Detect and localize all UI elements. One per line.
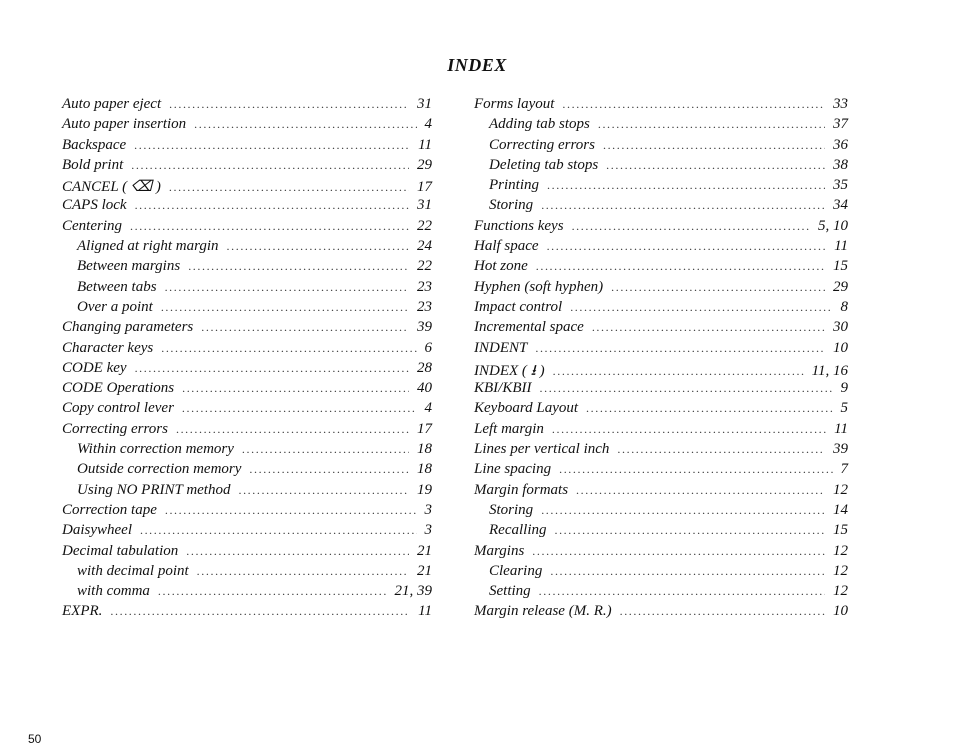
index-entry bbox=[474, 258, 848, 278]
index-entry bbox=[62, 522, 432, 542]
index-subentry bbox=[474, 522, 848, 542]
index-entry bbox=[62, 177, 432, 197]
index-page-ref: 11 bbox=[418, 136, 432, 153]
index-term: with decimal point bbox=[77, 562, 189, 579]
index-subentry bbox=[62, 238, 432, 258]
index-page-ref: 17 bbox=[417, 420, 432, 437]
index-term: Margins bbox=[474, 542, 525, 559]
index-term: Forms layout bbox=[474, 96, 555, 112]
dot-leader bbox=[576, 483, 825, 498]
dot-leader bbox=[140, 523, 417, 538]
index-term: Correcting errors bbox=[489, 136, 595, 153]
index-term: Margin release (M. R.) bbox=[474, 603, 612, 620]
index-page-ref: 11 bbox=[834, 420, 848, 437]
index-term: Auto paper insertion bbox=[62, 116, 187, 133]
index-entry bbox=[62, 137, 432, 157]
index-term: Decimal tabulation bbox=[62, 542, 179, 559]
dot-leader bbox=[592, 320, 825, 335]
dot-leader bbox=[249, 462, 409, 477]
dot-leader bbox=[169, 180, 409, 195]
index-entry bbox=[62, 502, 432, 522]
index-subentry bbox=[474, 137, 848, 157]
dot-leader bbox=[539, 584, 825, 599]
index-page-ref: 18 bbox=[417, 461, 432, 478]
index-page-ref: 14 bbox=[833, 501, 848, 518]
dot-leader bbox=[158, 584, 387, 599]
index-page-ref: 22 bbox=[417, 258, 432, 275]
dot-leader bbox=[176, 422, 409, 437]
index-page-ref: 12 bbox=[833, 481, 848, 498]
index-page-ref: 35 bbox=[833, 177, 848, 194]
index-term: Hot zone bbox=[474, 258, 528, 275]
index-term: Auto paper eject bbox=[62, 96, 162, 112]
index-term: Impact control bbox=[474, 298, 563, 315]
index-term: Backspace bbox=[62, 136, 127, 153]
index-term: Over a point bbox=[77, 298, 153, 315]
index-entry bbox=[474, 360, 848, 380]
index-subentry bbox=[474, 157, 848, 177]
dot-leader bbox=[553, 364, 804, 379]
index-page-ref: 29 bbox=[417, 156, 432, 173]
index-subentry bbox=[62, 279, 432, 299]
index-entry bbox=[474, 238, 848, 258]
dot-leader bbox=[547, 178, 825, 193]
index-entry bbox=[474, 461, 848, 481]
index-term: Deleting tab stops bbox=[489, 156, 599, 173]
index-page-ref: 4 bbox=[424, 116, 432, 133]
index-page-ref: 10 bbox=[833, 339, 848, 356]
dot-leader bbox=[541, 503, 825, 518]
index-term: CODE key bbox=[62, 359, 127, 376]
index-term: CANCEL ( ⌫ ) bbox=[62, 179, 161, 196]
index-page-ref: 11 bbox=[834, 238, 848, 255]
index-page-ref: 3 bbox=[424, 522, 432, 539]
dot-leader bbox=[535, 341, 825, 356]
index-page-ref: 34 bbox=[833, 197, 848, 214]
index-page-ref: 39 bbox=[833, 441, 848, 458]
dot-leader bbox=[570, 300, 832, 315]
dot-leader bbox=[617, 442, 825, 457]
dot-leader bbox=[182, 381, 409, 396]
index-page-ref: 17 bbox=[417, 179, 432, 196]
index-term: Adding tab stops bbox=[489, 116, 590, 133]
index-entry bbox=[474, 340, 848, 360]
index-entry bbox=[62, 116, 432, 136]
index-entry bbox=[474, 380, 848, 400]
index-page-ref: 6 bbox=[424, 339, 432, 356]
dot-leader bbox=[603, 138, 825, 153]
index-entry bbox=[62, 360, 432, 380]
index-page-ref: 3 bbox=[424, 501, 432, 518]
dot-leader bbox=[620, 604, 825, 619]
dot-leader bbox=[611, 280, 825, 295]
index-page-ref: 7 bbox=[840, 461, 848, 478]
dot-leader bbox=[586, 401, 832, 416]
index-entry bbox=[62, 400, 432, 420]
index-page-ref: 18 bbox=[417, 441, 432, 458]
index-page-ref: 5, 10 bbox=[818, 217, 848, 234]
index-term: with comma bbox=[77, 583, 150, 600]
index-page-ref: 29 bbox=[833, 278, 848, 295]
dot-leader bbox=[606, 158, 825, 173]
index-subentry bbox=[474, 116, 848, 136]
dot-leader bbox=[135, 198, 409, 213]
dot-leader bbox=[540, 381, 833, 396]
index-term: Storing bbox=[489, 197, 534, 214]
index-page-ref: 39 bbox=[417, 319, 432, 336]
index-term: CAPS lock bbox=[62, 197, 127, 214]
index-page-ref: 5 bbox=[840, 400, 848, 417]
index-entry bbox=[62, 340, 432, 360]
index-term: Copy control lever bbox=[62, 400, 174, 417]
index-page-ref: 9 bbox=[840, 380, 848, 397]
index-page-ref: 15 bbox=[833, 258, 848, 275]
index-term: Centering bbox=[62, 217, 122, 234]
index-term: Functions keys bbox=[474, 217, 564, 234]
index-page-ref: 4 bbox=[424, 400, 432, 417]
dot-leader bbox=[188, 259, 409, 274]
index-term: Between tabs bbox=[77, 278, 157, 295]
dot-leader bbox=[541, 198, 825, 213]
dot-leader bbox=[197, 564, 409, 579]
index-term: INDEX ( ⭳ ) bbox=[474, 362, 545, 379]
dot-leader bbox=[165, 280, 409, 295]
index-subentry bbox=[62, 482, 432, 502]
index-entry bbox=[62, 157, 432, 177]
index-entry bbox=[474, 482, 848, 502]
index-term: CODE Operations bbox=[62, 380, 175, 397]
index-page-ref: 31 bbox=[417, 96, 432, 112]
index-page-ref: 33 bbox=[833, 96, 848, 112]
index-term: Line spacing bbox=[474, 461, 552, 478]
index-page-ref: 40 bbox=[417, 380, 432, 397]
dot-leader bbox=[552, 422, 826, 437]
dot-leader bbox=[242, 442, 409, 457]
index-term: Setting bbox=[489, 583, 531, 600]
index-term: Character keys bbox=[62, 339, 154, 356]
index-term: Correction tape bbox=[62, 501, 157, 518]
index-page-ref: 31 bbox=[417, 197, 432, 214]
index-entry bbox=[62, 421, 432, 441]
index-term: Storing bbox=[489, 501, 534, 518]
index-page-ref: 19 bbox=[417, 481, 432, 498]
index-term: EXPR. bbox=[62, 603, 103, 620]
index-entry bbox=[62, 543, 432, 563]
index-entry bbox=[474, 543, 848, 563]
index-subentry bbox=[62, 441, 432, 461]
dot-leader bbox=[532, 544, 825, 559]
index-term: Daisywheel bbox=[62, 522, 132, 539]
dot-leader bbox=[165, 503, 417, 518]
index-page-ref: 37 bbox=[833, 116, 848, 133]
index-subentry bbox=[474, 177, 848, 197]
index-subentry bbox=[62, 299, 432, 319]
index-entry bbox=[62, 380, 432, 400]
dot-leader bbox=[161, 341, 416, 356]
index-entry bbox=[62, 319, 432, 339]
index-page-ref: 11 bbox=[418, 603, 432, 620]
dot-leader bbox=[110, 604, 410, 619]
index-subentry bbox=[474, 583, 848, 603]
index-page-ref: 12 bbox=[833, 583, 848, 600]
index-entry bbox=[62, 96, 432, 116]
index-page-ref: 15 bbox=[833, 522, 848, 539]
index-entry bbox=[474, 279, 848, 299]
index-page-ref: 12 bbox=[833, 562, 848, 579]
index-entry bbox=[474, 441, 848, 461]
index-subentry bbox=[62, 461, 432, 481]
index-page-ref: 21, 39 bbox=[394, 583, 432, 600]
dot-leader bbox=[554, 523, 825, 538]
index-page-ref: 23 bbox=[417, 278, 432, 295]
dot-leader bbox=[130, 219, 409, 234]
index-term: Keyboard Layout bbox=[474, 400, 579, 417]
dot-leader bbox=[572, 219, 810, 234]
page-number: 50 bbox=[28, 732, 42, 746]
index-entry bbox=[474, 421, 848, 441]
dot-leader bbox=[194, 117, 416, 132]
index-term: Margin formats bbox=[474, 481, 569, 498]
dot-leader bbox=[227, 239, 409, 254]
index-term: Correcting errors bbox=[62, 420, 168, 437]
index-term: Lines per vertical inch bbox=[474, 441, 610, 458]
index-entry bbox=[62, 603, 432, 623]
dot-leader bbox=[134, 138, 410, 153]
index-page-ref: 23 bbox=[417, 298, 432, 315]
index-page-ref: 28 bbox=[417, 359, 432, 376]
index-term: Recalling bbox=[489, 522, 547, 539]
index-subentry bbox=[62, 563, 432, 583]
index-entry bbox=[474, 218, 848, 238]
index-term: INDENT bbox=[474, 339, 528, 356]
index-page-ref: 38 bbox=[833, 156, 848, 173]
index-term: Clearing bbox=[489, 562, 543, 579]
dot-leader bbox=[135, 361, 409, 376]
dot-leader bbox=[169, 97, 409, 112]
dot-leader bbox=[536, 259, 825, 274]
index-entry bbox=[474, 319, 848, 339]
index-page-ref: 11, 16 bbox=[811, 362, 848, 379]
index-term: Printing bbox=[489, 177, 540, 194]
dot-leader bbox=[182, 401, 417, 416]
index-entry bbox=[474, 400, 848, 420]
index-term: Incremental space bbox=[474, 319, 584, 336]
dot-leader bbox=[550, 564, 825, 579]
index-term: Within correction memory bbox=[77, 441, 234, 458]
index-term: Changing parameters bbox=[62, 319, 194, 336]
index-page-ref: 10 bbox=[833, 603, 848, 620]
index-page-ref: 22 bbox=[417, 217, 432, 234]
index-column-right bbox=[474, 96, 848, 624]
index-term: Half space bbox=[474, 238, 539, 255]
index-term: Left margin bbox=[474, 420, 544, 437]
index-page-ref: 30 bbox=[833, 319, 848, 336]
index-subentry bbox=[474, 197, 848, 217]
index-page-ref: 8 bbox=[840, 298, 848, 315]
dot-leader bbox=[161, 300, 409, 315]
index-subentry bbox=[62, 258, 432, 278]
index-entry bbox=[474, 96, 848, 116]
dot-leader bbox=[201, 320, 409, 335]
index-entry bbox=[474, 299, 848, 319]
index-subentry bbox=[474, 502, 848, 522]
index-subentry bbox=[62, 583, 432, 603]
index-term: Aligned at right margin bbox=[77, 238, 219, 255]
index-page-ref: 21 bbox=[417, 542, 432, 559]
dot-leader bbox=[598, 117, 825, 132]
index-term: Between margins bbox=[77, 258, 181, 275]
dot-leader bbox=[238, 483, 409, 498]
index-page-ref: 36 bbox=[833, 136, 848, 153]
index-page-ref: 24 bbox=[417, 238, 432, 255]
page-title: INDEX bbox=[447, 55, 507, 75]
dot-leader bbox=[562, 97, 825, 112]
dot-leader bbox=[547, 239, 827, 254]
dot-leader bbox=[186, 544, 409, 559]
index-term: Hyphen (soft hyphen) bbox=[474, 278, 604, 295]
index-entry bbox=[474, 603, 848, 623]
index-entry bbox=[62, 218, 432, 238]
index-term: Outside correction memory bbox=[77, 461, 242, 478]
index-page-ref: 21 bbox=[417, 562, 432, 579]
index-page-ref: 12 bbox=[833, 542, 848, 559]
index-term: Bold print bbox=[62, 156, 124, 173]
dot-leader bbox=[131, 158, 409, 173]
index-term: Using NO PRINT method bbox=[77, 481, 231, 498]
index-subentry bbox=[474, 563, 848, 583]
index-entry bbox=[62, 197, 432, 217]
index-column-left bbox=[62, 96, 432, 624]
index-term: KBI/KBII bbox=[474, 380, 532, 397]
dot-leader bbox=[559, 462, 832, 477]
